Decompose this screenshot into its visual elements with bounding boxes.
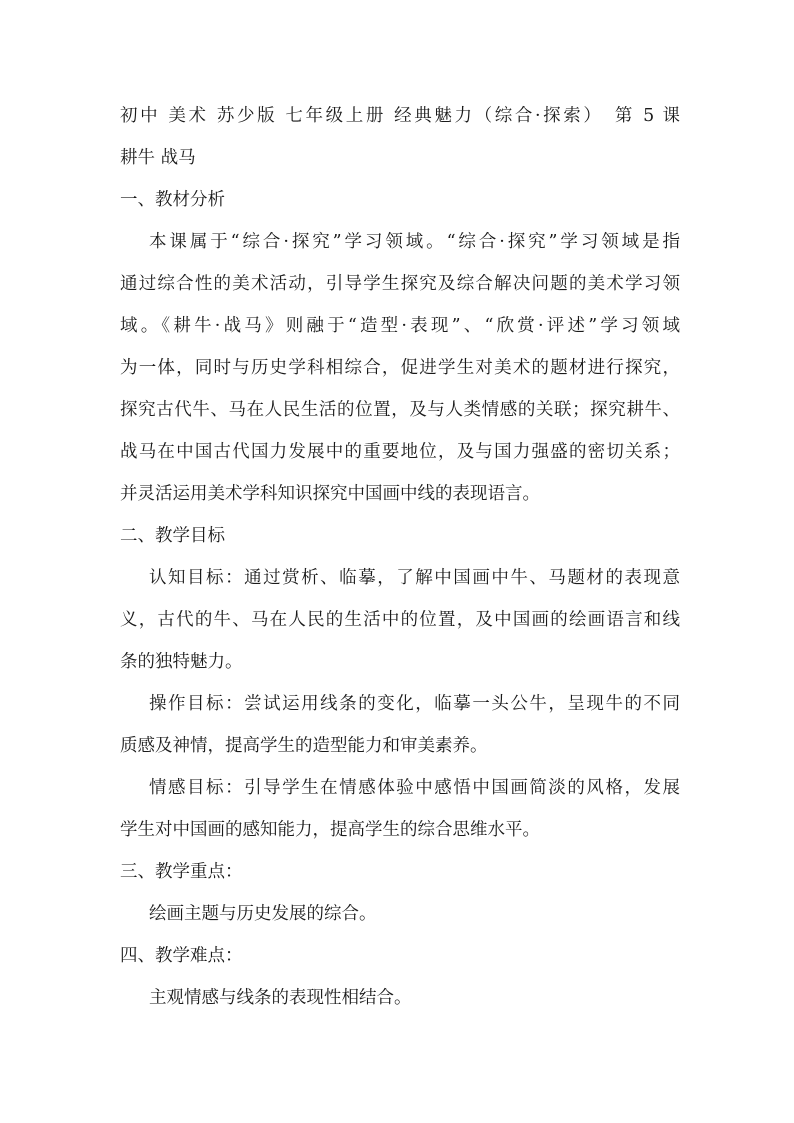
lesson-title-line2: 耕牛 战马 [120,148,196,168]
paragraph-line: 学生对中国画的感知能力，提高学生的综合思维水平。 [120,820,540,840]
paragraph-line: 质感及神情，提高学生的造型能力和审美素养。 [120,736,488,756]
paragraph-line: 本课属于“综合·探究”学习领域。“综合·探究”学习领域是指 [149,232,680,252]
paragraph-line: 条的独特魅力。 [120,652,243,672]
paragraph-line: 为一体，同时与历史学科相综合，促进学生对美术的题材进行探究， [120,358,680,378]
paragraph-line: 情感目标：引导学生在情感体验中感悟中国画简淡的风格，发展 [149,778,680,798]
section-heading-key-points: 三、教学重点： [120,862,243,882]
paragraph-line: 探究古代牛、马在人民生活的位置，及与人类情感的关联；探究耕牛、 [120,400,680,420]
paragraph-line: 主观情感与线条的表现性相结合。 [149,988,412,1008]
paragraph-line: 战马在中国古代国力发展中的重要地位，及与国力强盛的密切关系； [120,442,680,462]
paragraph-line: 操作目标：尝试运用线条的变化，临摹一头公牛，呈现牛的不同 [149,694,680,714]
paragraph-line: 通过综合性的美术活动，引导学生探究及综合解决问题的美术学习领 [120,274,680,294]
paragraph-line: 并灵活运用美术学科知识探究中国画中线的表现语言。 [120,484,540,504]
paragraph-line: 义，古代的牛、马在人民的生活中的位置，及中国画的绘画语言和线 [120,610,680,630]
section-heading-textbook-analysis: 一、教材分析 [120,190,225,210]
section-heading-teaching-goals: 二、教学目标 [120,526,225,546]
paragraph-line: 认知目标：通过赏析、临摹，了解中国画中牛、马题材的表现意 [149,568,680,588]
paragraph-line: 域。《耕牛·战马》则融于“造型·表现”、“欣赏·评述”学习领域 [120,316,680,336]
section-heading-difficulties: 四、教学难点： [120,946,243,966]
paragraph-line: 绘画主题与历史发展的综合。 [149,904,377,924]
lesson-title-line1: 初中 美术 苏少版 七年级上册 经典魅力（综合·探索） 第 5 课 [120,106,680,126]
